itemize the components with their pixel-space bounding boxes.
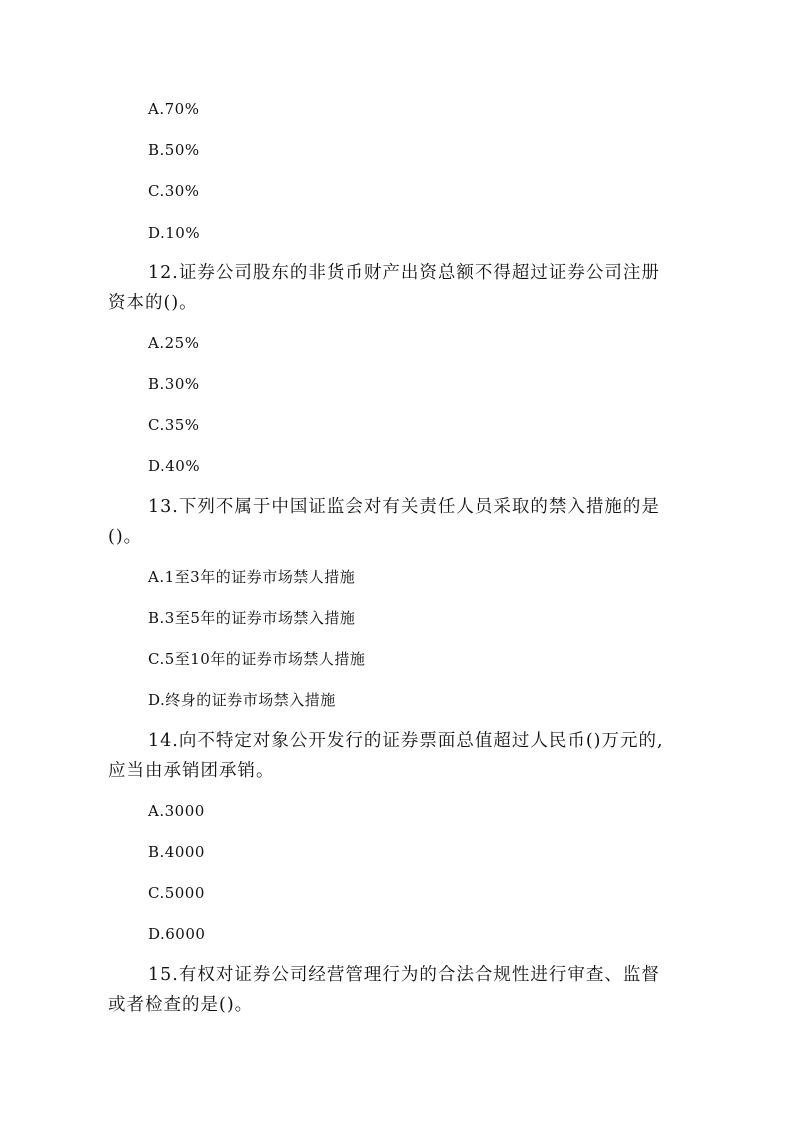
question-14-text-cont: 应当由承销团承销。 xyxy=(108,761,275,781)
question-12-text-cont: 资本的()。 xyxy=(108,293,198,313)
prev-option-c: C.30% xyxy=(148,182,200,200)
question-15-text-cont: 或者检查的是()。 xyxy=(108,995,254,1015)
prev-option-d: D.10% xyxy=(148,224,201,242)
question-15-text: 15.有权对证券公司经营管理行为的合法合规性进行审查、监督 xyxy=(148,965,660,985)
question-12-option-d: D.40% xyxy=(148,457,201,475)
question-13-option-c: C.5至10年的证券市场禁人措施 xyxy=(148,650,366,668)
question-13-option-b: B.3至5年的证券市场禁入措施 xyxy=(148,609,356,627)
question-12-option-c: C.35% xyxy=(148,416,200,434)
prev-option-a: A.70% xyxy=(148,100,200,118)
question-13-option-a: A.1至3年的证券市场禁人措施 xyxy=(148,568,356,586)
question-12-text: 12.证券公司股东的非货币财产出资总额不得超过证券公司注册 xyxy=(148,263,660,283)
question-14-option-a: A.3000 xyxy=(148,802,205,820)
question-14-option-b: B.4000 xyxy=(148,843,205,861)
question-12-option-b: B.30% xyxy=(148,375,200,393)
question-12-option-a: A.25% xyxy=(148,334,200,352)
question-13-option-d: D.终身的证券市场禁入措施 xyxy=(148,691,336,709)
question-14-option-c: C.5000 xyxy=(148,884,205,902)
question-14-option-d: D.6000 xyxy=(148,925,206,943)
question-14-text: 14.向不特定对象公开发行的证券票面总值超过人民币()万元的, xyxy=(148,731,664,751)
question-13-text-cont: ()。 xyxy=(108,527,143,547)
prev-option-b: B.50% xyxy=(148,141,200,159)
question-13-text: 13.下列不属于中国证监会对有关责任人员采取的禁入措施的是 xyxy=(148,497,660,517)
